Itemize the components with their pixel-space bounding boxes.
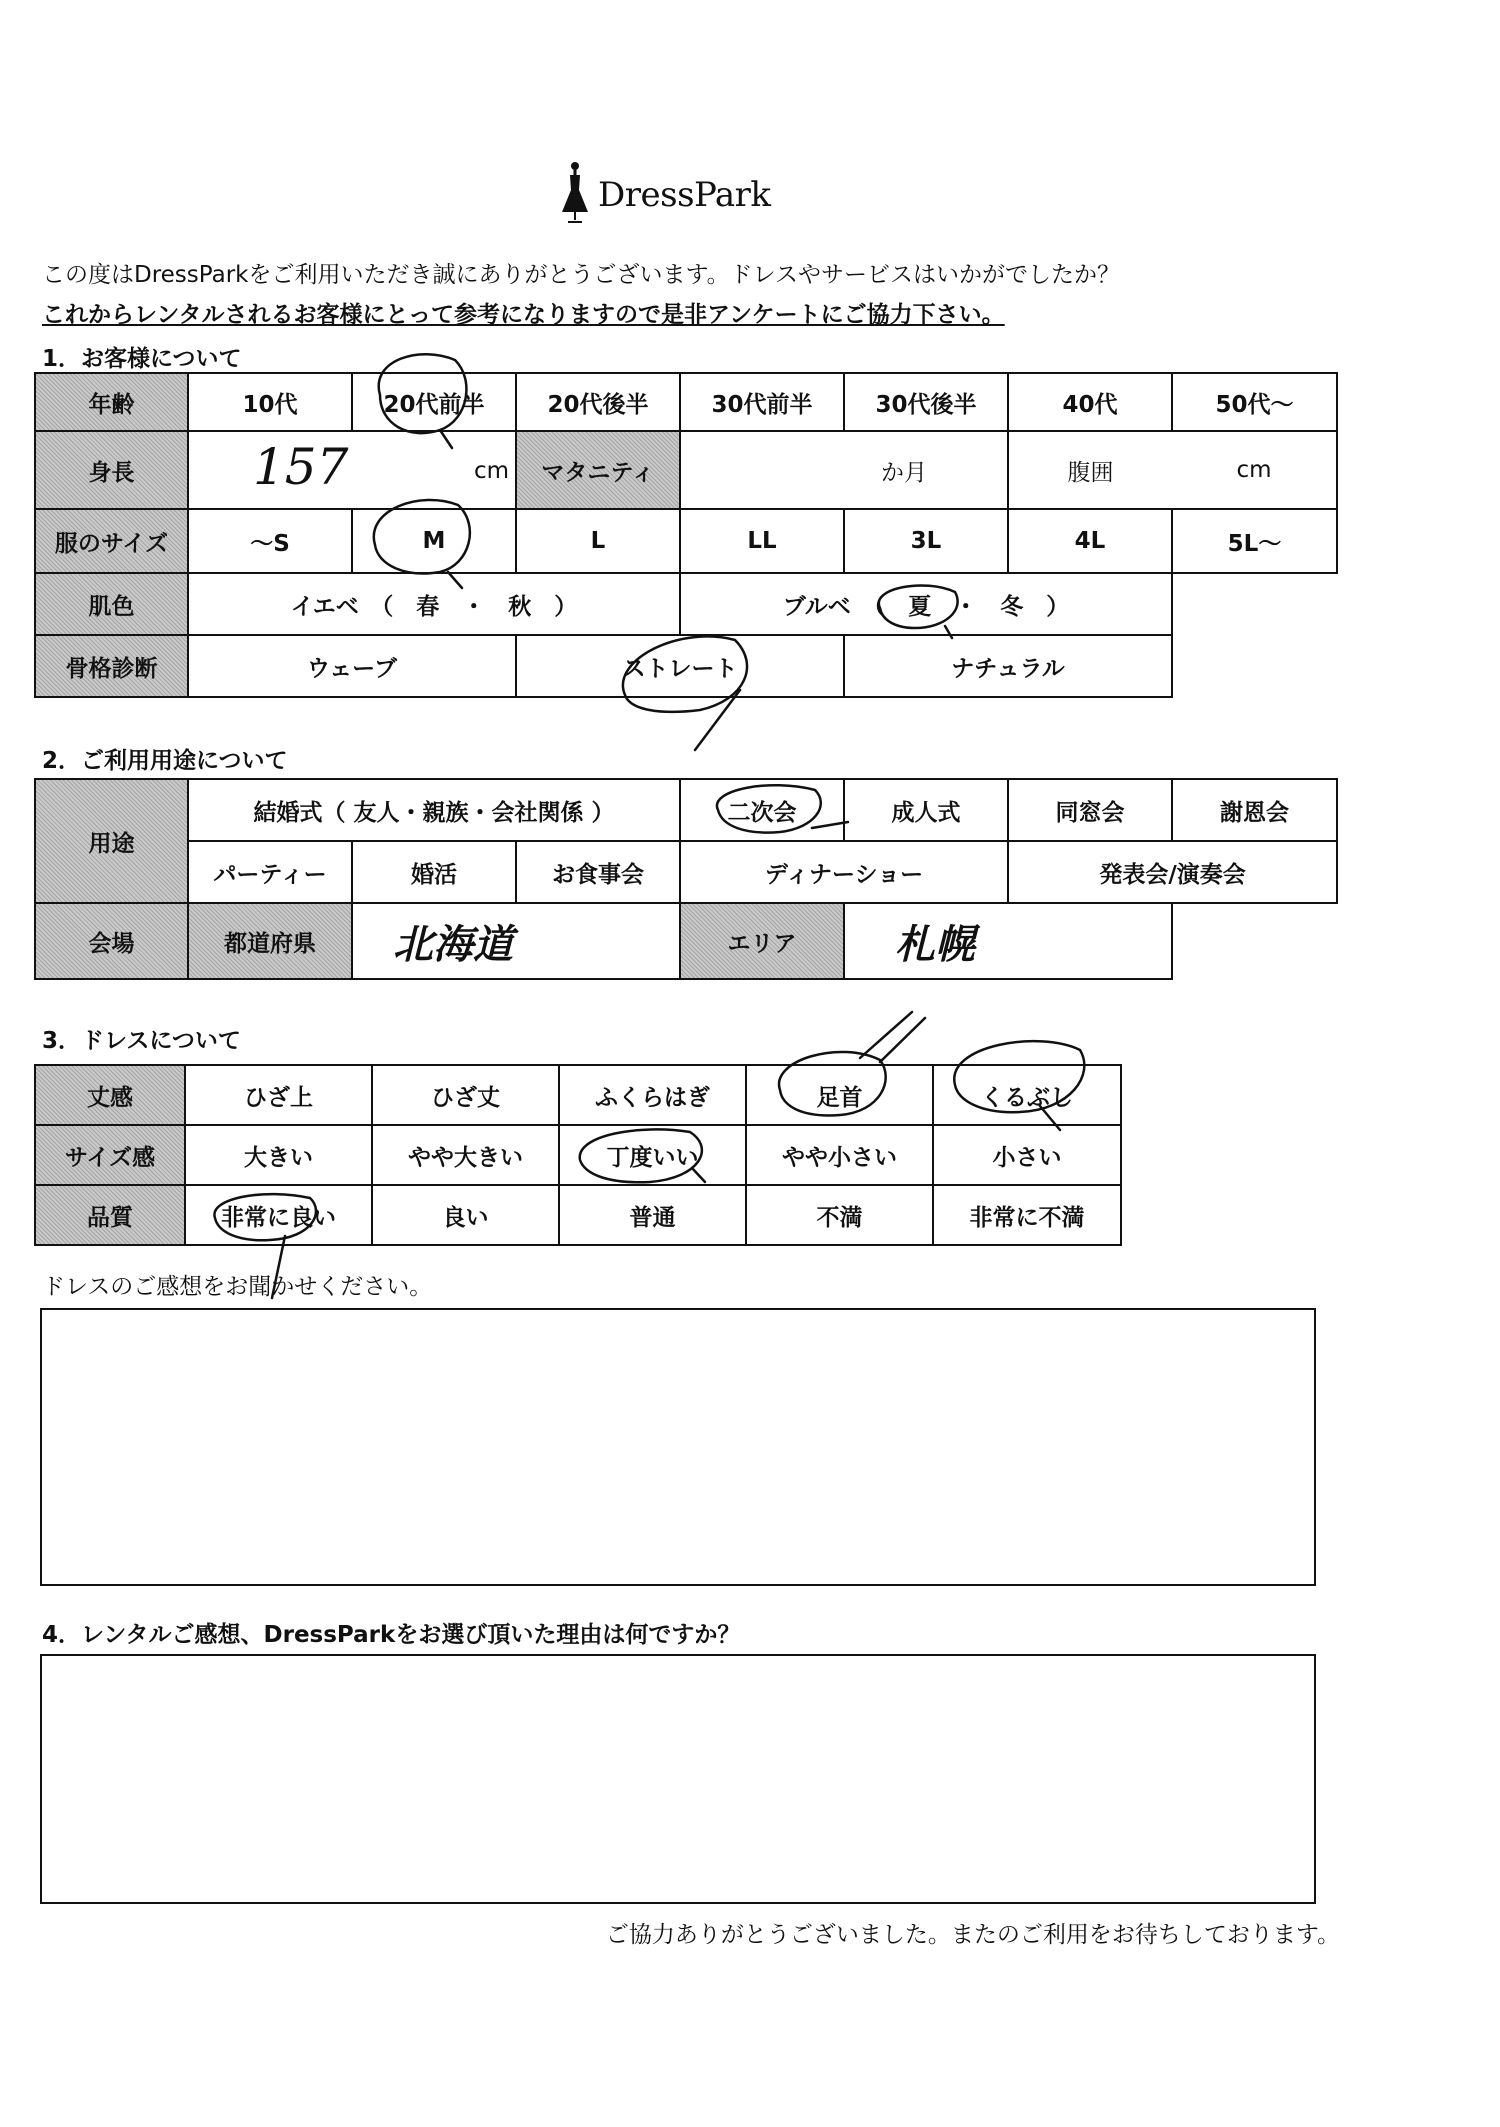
skeleton-option[interactable]: ウェーブ	[188, 635, 516, 697]
skin-label: 肌色	[35, 573, 188, 635]
size-option[interactable]: L	[516, 509, 680, 573]
age-label: 年齢	[35, 373, 188, 431]
size-option[interactable]: 4L	[1008, 509, 1172, 573]
prefecture-value[interactable]: 北海道	[352, 903, 680, 979]
footer-thanks: ご協力ありがとうございました。またのご利用をお待ちしております。	[605, 1922, 1340, 1948]
purpose-option[interactable]: 発表会/演奏会	[1008, 841, 1337, 903]
age-option[interactable]: 10代	[188, 373, 352, 431]
prefecture-label: 都道府県	[188, 903, 352, 979]
quality-option[interactable]: 普通	[559, 1185, 746, 1245]
area-label: エリア	[680, 903, 844, 979]
fit-label: サイズ感	[35, 1125, 185, 1185]
section4-title: 4．レンタルご感想、DressParkをお選び頂いた理由は何ですか？	[42, 1622, 741, 1648]
size-option[interactable]: 3L	[844, 509, 1008, 573]
customer-table	[34, 372, 1338, 698]
skeleton-option[interactable]: ストレート	[516, 635, 844, 697]
maternity-months[interactable]: か月	[680, 431, 1008, 509]
age-option[interactable]: 20代後半	[516, 373, 680, 431]
section2-title: 2．ご利用用途について	[42, 748, 288, 774]
length-option[interactable]: 足首	[746, 1065, 933, 1125]
height-unit: cm	[473, 458, 509, 484]
logo	[560, 160, 771, 230]
height-field[interactable]	[188, 431, 516, 509]
age-option[interactable]: 30代後半	[844, 373, 1008, 431]
size-option[interactable]: M	[352, 509, 516, 573]
size-option[interactable]: LL	[680, 509, 844, 573]
quality-option[interactable]: 非常に良い	[185, 1185, 372, 1245]
fit-option[interactable]: 大きい	[185, 1125, 372, 1185]
dress-table	[34, 1064, 1122, 1246]
purpose-option-wedding[interactable]: 結婚式（ 友人・親族・会社関係 ）	[188, 779, 680, 841]
size-option[interactable]: 5L～	[1172, 509, 1337, 573]
skin-blue-option[interactable]: ブルベ （ 夏 ・ 冬 ）	[680, 573, 1172, 635]
quality-option[interactable]: 不満	[746, 1185, 933, 1245]
waist-label: 腹囲	[1008, 431, 1172, 509]
age-option[interactable]: 40代	[1008, 373, 1172, 431]
section3-title: 3．ドレスについて	[42, 1028, 241, 1054]
length-option[interactable]: ひざ丈	[372, 1065, 559, 1125]
fit-option[interactable]: やや小さい	[746, 1125, 933, 1185]
length-option[interactable]: ふくらはぎ	[559, 1065, 746, 1125]
dress-comment-prompt: ドレスのご感想をお聞かせください。	[42, 1274, 433, 1300]
purpose-table	[34, 778, 1338, 980]
height-label: 身長	[35, 431, 188, 509]
reason-comment-box[interactable]	[40, 1654, 1316, 1904]
area-value[interactable]: 札幌	[844, 903, 1172, 979]
skin-yellow-option[interactable]: イエベ （ 春 ・ 秋 ）	[188, 573, 680, 635]
fit-option[interactable]: 小さい	[933, 1125, 1121, 1185]
size-label: 服のサイズ	[35, 509, 188, 573]
purpose-option[interactable]: 婚活	[352, 841, 516, 903]
maternity-label: マタニティ	[516, 431, 680, 509]
quality-option[interactable]: 良い	[372, 1185, 559, 1245]
purpose-option[interactable]: 同窓会	[1008, 779, 1172, 841]
purpose-option[interactable]: ディナーショー	[680, 841, 1008, 903]
age-option[interactable]: 20代前半	[352, 373, 516, 431]
length-label: 丈感	[35, 1065, 185, 1125]
logo-text: DressPark	[598, 175, 771, 215]
age-option[interactable]: 30代前半	[680, 373, 844, 431]
purpose-label: 用途	[35, 779, 188, 903]
purpose-option[interactable]: パーティー	[188, 841, 352, 903]
size-option[interactable]: ～S	[188, 509, 352, 573]
length-option[interactable]: くるぶし	[933, 1065, 1121, 1125]
dress-comment-box[interactable]	[40, 1308, 1316, 1586]
purpose-option[interactable]: 成人式	[844, 779, 1008, 841]
waist-unit[interactable]: cm	[1172, 431, 1337, 509]
intro-text: この度はDressParkをご利用いただき誠にありがとうございます。ドレスやサービスはいかがでしたか？	[42, 262, 1120, 288]
skeleton-label: 骨格診断	[35, 635, 188, 697]
height-value: 157	[253, 438, 349, 496]
age-option[interactable]: 50代～	[1172, 373, 1337, 431]
purpose-option[interactable]: 二次会	[680, 779, 844, 841]
skeleton-option[interactable]: ナチュラル	[844, 635, 1172, 697]
purpose-option[interactable]: 謝恩会	[1172, 779, 1337, 841]
quality-label: 品質	[35, 1185, 185, 1245]
section1-title: 1．お客様について	[42, 346, 242, 372]
venue-label: 会場	[35, 903, 188, 979]
dress-icon	[560, 160, 590, 230]
fit-option[interactable]: やや大きい	[372, 1125, 559, 1185]
fit-option[interactable]: 丁度いい	[559, 1125, 746, 1185]
purpose-option[interactable]: お食事会	[516, 841, 680, 903]
quality-option[interactable]: 非常に不満	[933, 1185, 1121, 1245]
length-option[interactable]: ひざ上	[185, 1065, 372, 1125]
intro-request: これからレンタルされるお客様にとって参考になりますので是非アンケートにご協力下さい。	[42, 302, 1005, 328]
